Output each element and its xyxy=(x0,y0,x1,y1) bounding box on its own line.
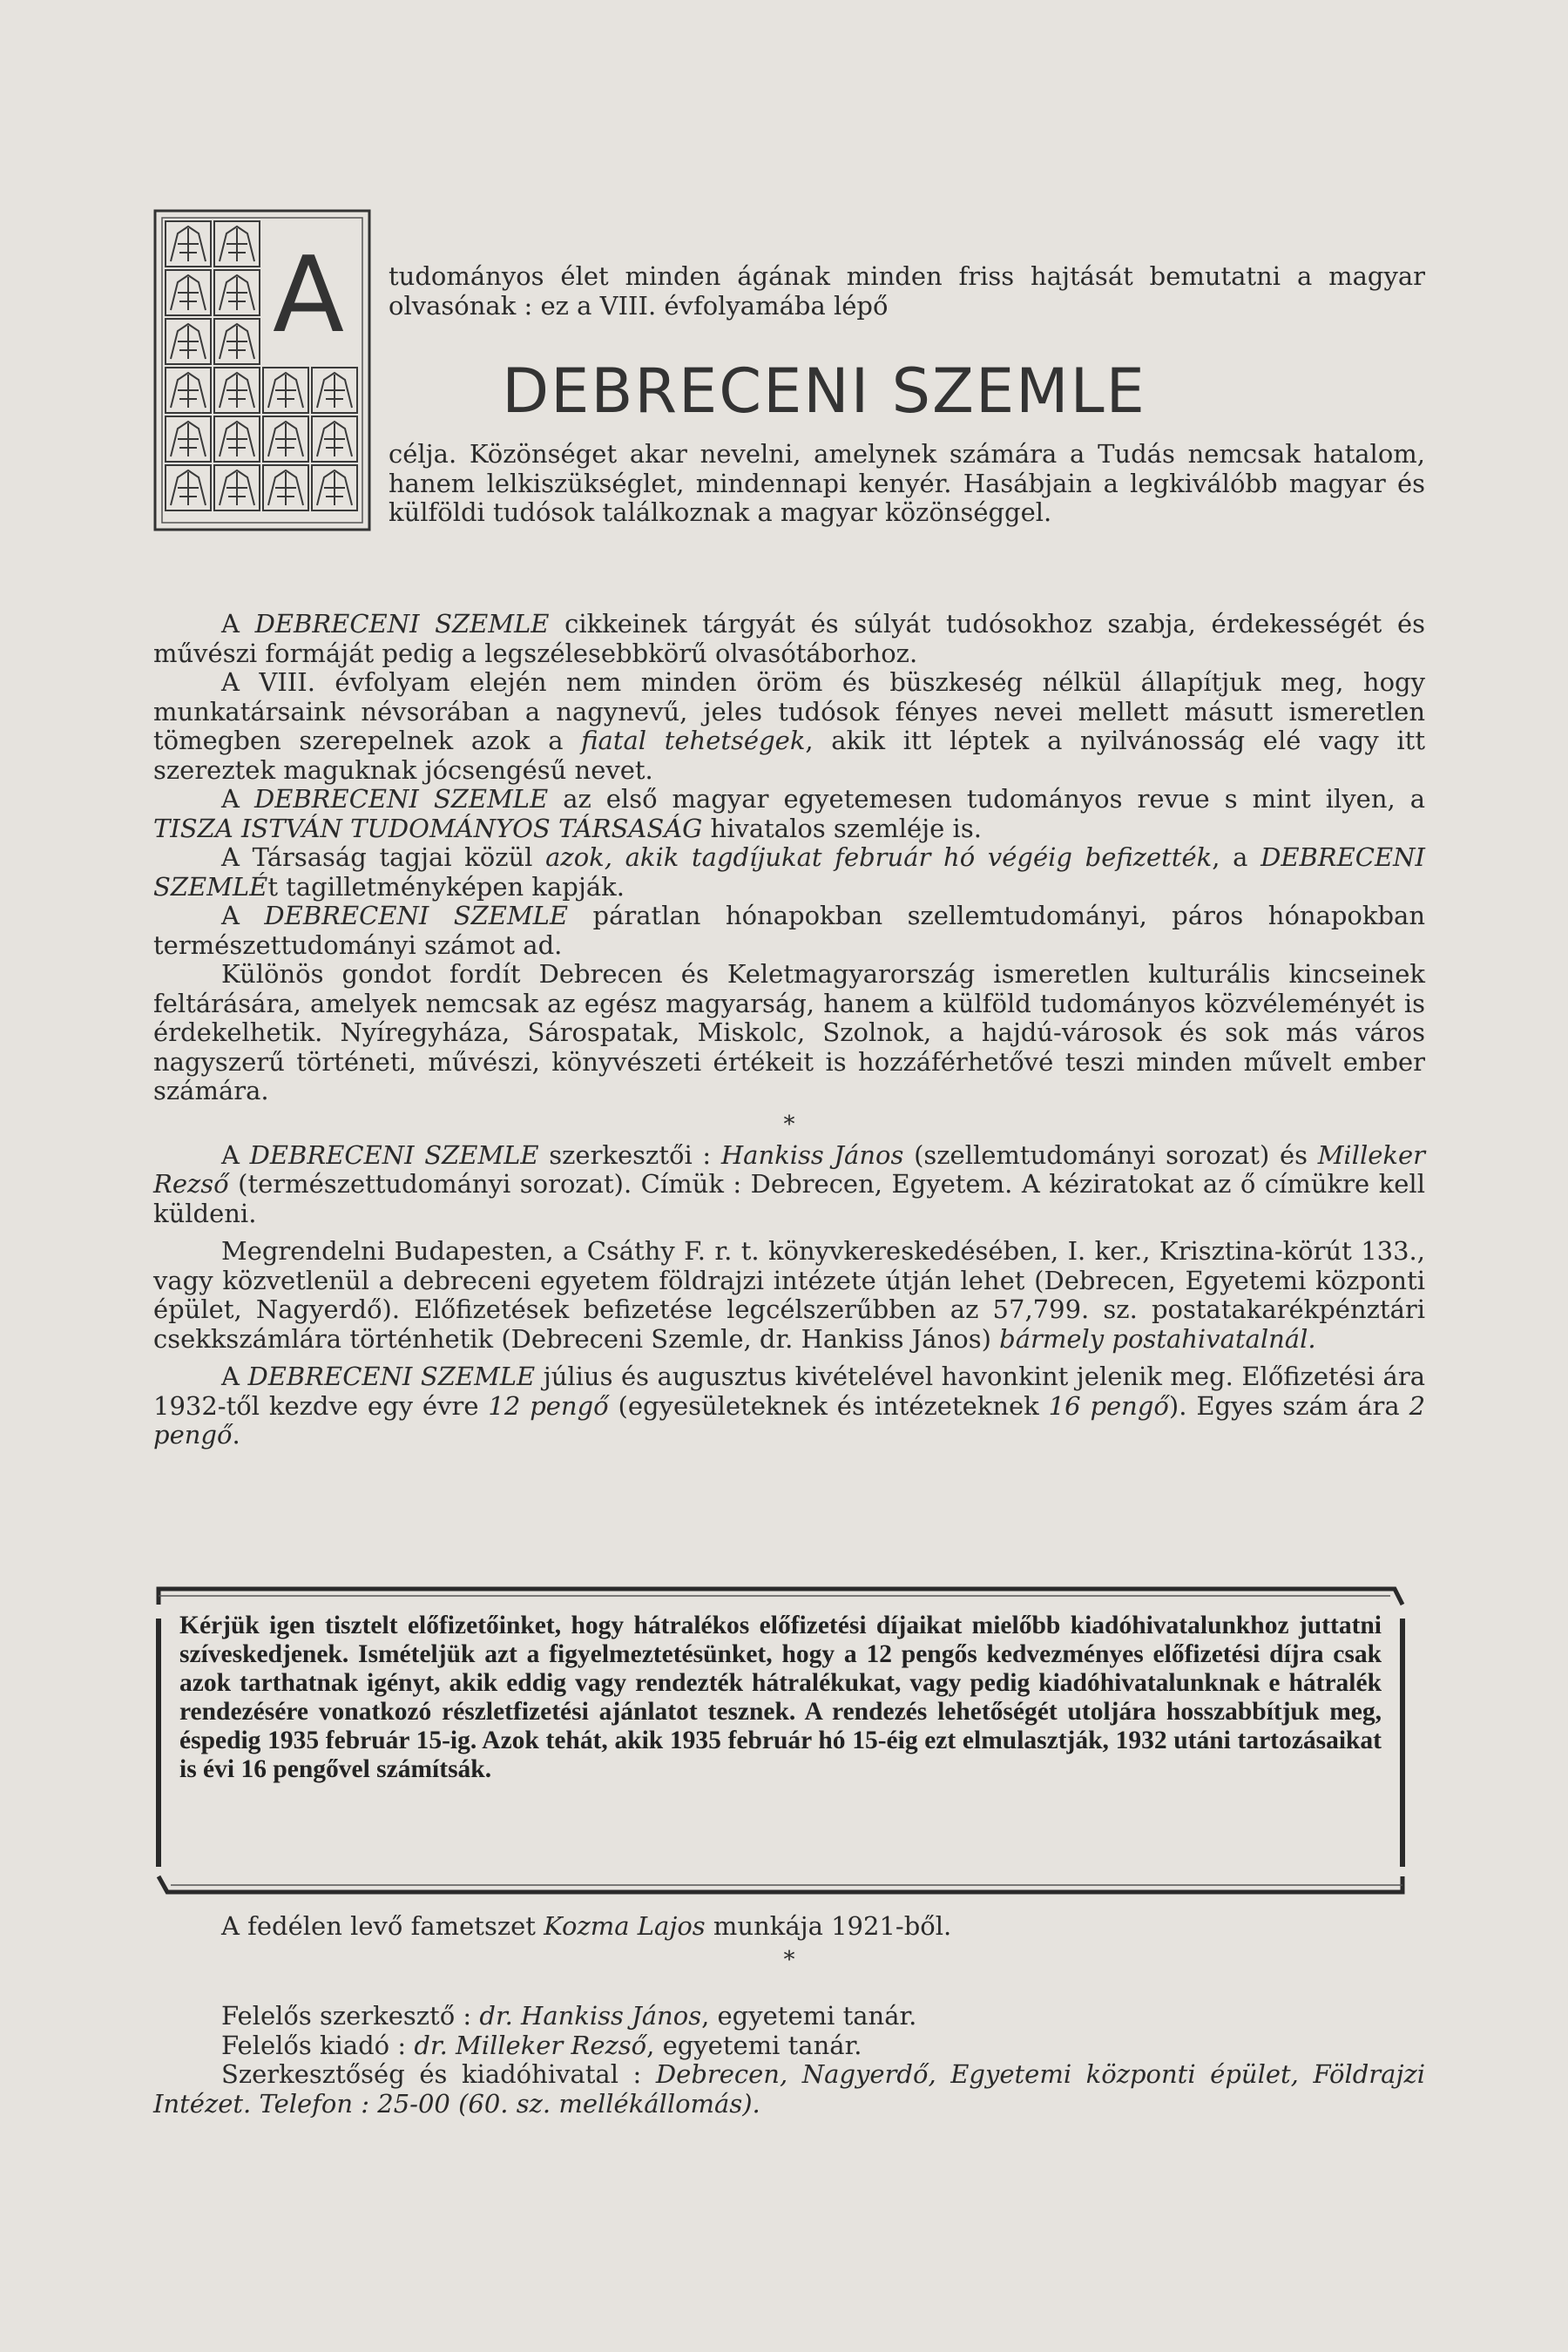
paragraph-pricing: A DEBRECENI SZEMLE július és augusztus kivételével havonkint jelenik meg. Előfizetési ára 1932-től kezdve egy évre 12 pengő (egyesületeknek és intézeteknek 16 pengő). Egyes szám ára 2 pengő. xyxy=(153,1362,1426,1450)
intro-line: tudományos élet minden ágának minden friss hajtását bemutatni a magyar olvasónak : ez a VIII. évfolyamába lépő xyxy=(389,261,1425,321)
notice-text: Kérjük igen tisztelt előfizetőinket, hogy hátralékos előfizetési díjaikat mielőbb kiadóhivatalunkhoz juttatni szíveskedjenek. Ismételjük azt a figyelmeztetésünket, hogy a 12 pengős kedvezményes előfizetési díjra csak azok tarthatnak igényt, akik eddig vagy rendezték hátralékukat, vagy pedig kiadóhivatalunknak e hátralék rendezésére vonatkozó részletfizetési ajánlatot tesznek. A rendezés lehetőségét utoljára hosszabbítjuk meg, éspedig 1935 február 15-ig. Azok tehát, akik 1935 február hó 15-éig ezt elmulasztják, 1932 utáni tartozásaikat is évi 16 pengővel számítsák. xyxy=(179,1612,1382,1783)
imprint-editor: Felelős szerkesztő : dr. Hankiss János, egyetemi tanár. xyxy=(221,2001,917,2031)
imprint-office: Szerkesztőség és kiadóhivatal : Debrecen, Nagyerdő, Egyetemi központi épület, Földrajzi Intézet. Telefon : 25-00 (60. sz. mellékállomás). xyxy=(153,2059,1426,2119)
notice-box xyxy=(153,1584,1408,1897)
cover-note-block xyxy=(153,1912,1425,1977)
journal-title: DEBRECENI SZEMLE xyxy=(502,355,1146,427)
paragraph-ordering: Megrendelni Budapesten, a Csáthy F. r. t. könyvkereskedésében, I. ker., Krisztina-körút 133., vagy közvetlenül a debreceni egyetem földrajzi intézete útján lehet (Debrecen, Egyetemi központi épület, Nagyerdő). Előfizetések befizetése legcélszerűbben az 57,799. sz. postatakarékpénztári csekkszámlára történhetik (Debreceni Szemle, dr. Hankiss János) bármely postahivatalnál. xyxy=(153,1236,1425,1354)
woodcut-ornament-icon xyxy=(153,209,371,531)
paragraph-series: A DEBRECENI SZEMLE páratlan hónapokban szellemtudományi, páros hónapokban természettudományi számot ad. xyxy=(153,901,1425,960)
paragraph-subject: A DEBRECENI SZEMLE cikkeinek tárgyát és súlyát tudósokhoz szabja, érdekességét és művészi formáját pedig a legszélesebbkörű olvasótáborhoz. xyxy=(153,609,1426,668)
paragraph-members: A Társaság tagjai közül azok, akik tagdíjukat február hó végéig befizették, a DEBRECENI SZEMLÉt tagilletményképen kapják. xyxy=(153,842,1425,902)
imprint-publisher: Felelős kiadó : dr. Milleker Rezső, egyetemi tanár. xyxy=(221,2030,862,2060)
paragraph-society: A DEBRECENI SZEMLE az első magyar egyetemesen tudományos revue s mint ilyen, a TISZA ISTVÁN TUDOMÁNYOS TÁRSASÁG hivatalos szemléje is. xyxy=(153,784,1426,843)
imprint xyxy=(153,2002,1425,2119)
separator-asterisk: * xyxy=(783,1111,795,1138)
paragraph-editors: A DEBRECENI SZEMLE szerkesztői : Hankiss János (szellemtudományi sorozat) és Milleker Rezső (természettudományi sorozat). Címük : Debrecen, Egyetem. A kéziratokat az ő címükre kell küldeni. xyxy=(153,1139,1425,1228)
separator-asterisk-2: * xyxy=(783,1946,795,1973)
paragraph-contributors: A VIII. évfolyam elején nem minden öröm és büszkeség nélkül állapítjuk meg, hogy munkatársaink névsorában a nagynevű, jeles tudósok fényes nevei mellett másutt ismeretlen tömegben szerepelnek azok a fiatal tehetségek, akik itt léptek a nyilvánosság elé vagy itt szereztek maguknak jócsengésű nevet. xyxy=(153,667,1425,785)
drop-initial xyxy=(153,209,371,531)
initial-letter: A xyxy=(272,235,345,356)
cover-credit: A fedélen levő fametszet Kozma Lajos munkája 1921-ből. xyxy=(221,1911,952,1941)
paragraph-regional: Különös gondot fordít Debrecen és Keletmagyarország ismeretlen kulturális kincseinek feltárására, amelyek nemcsak az egész magyarság, hanem a külföld tudományos közvéleményét is érdekelhetik. Nyíregyháza, Sárospatak, Miskolc, Szolnok, a hajdú-városok és sok más város nagyszerű történeti, művészi, könyvészeti értékeit is hozzáférhetővé teszi minden művelt ember számára. xyxy=(153,959,1425,1105)
body-text xyxy=(153,610,1425,1450)
intro-continued: célja. Közönséget akar nevelni, amelynek számára a Tudás nemcsak hatalom, hanem lelkiszükséglet, mindennapi kenyér. Hasábjain a legkiválóbb magyar és külföldi tudósok találkoznak a magyar közönséggel. xyxy=(389,439,1425,527)
